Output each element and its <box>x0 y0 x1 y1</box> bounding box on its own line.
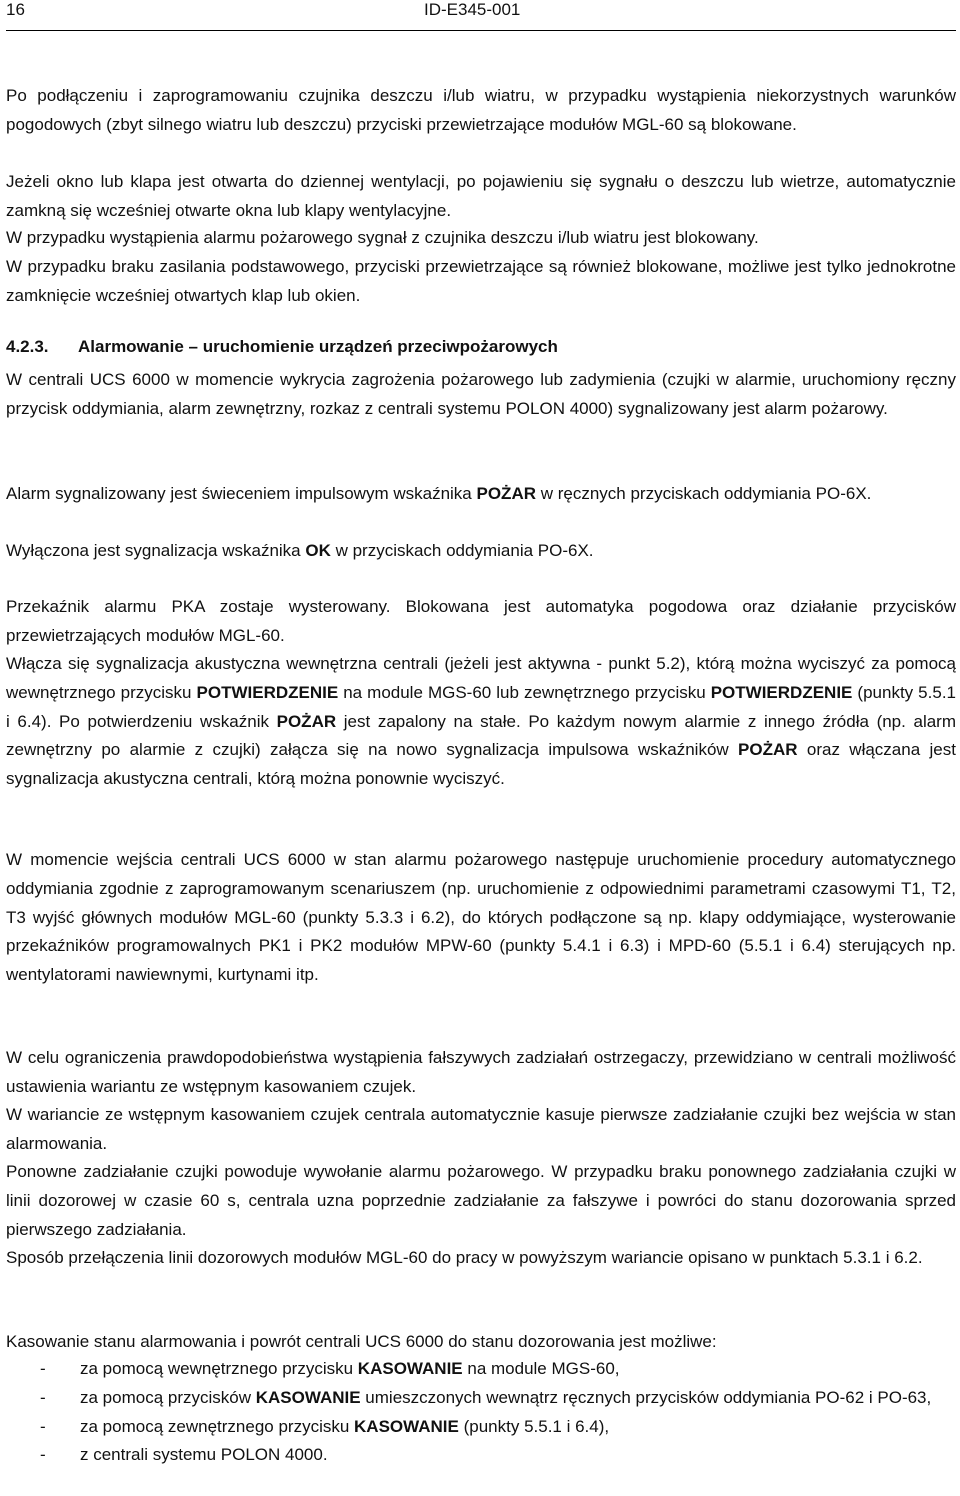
paragraph-smoke-procedure: W momencie wejścia centrali UCS 6000 w stan alarmu pożarowego następuje uruchomienie procedury automatycznego oddymiania zgodnie z zaprogramowanym scenariuszem (np. uruchomienie z odpowiednimi parametrami czasowymi T1, T2, T3 wyjść głównych modułów MGL-60 (punkty 5.3.3 i 6.2), do których podłączone są np. klapy oddymiające, wysterowanie przekaźników programowalnych PK1 i PK2 modułów MPW-60 (punkty 5.4.1 i 6.3) i MPD-60 (5.5.1 i 6.4) sterujących np. wentylatorami nawiewnymi, kurtynami itp. <box>6 850 956 985</box>
paragraph-relay-pka: Przekaźnik alarmu PKA zostaje wysterowany. Blokowana jest automatyka pogodowa oraz działanie przycisków przewietrzających modułów MGL-60. <box>6 597 956 645</box>
list-item: - za pomocą wewnętrznego przycisku KASOWANIE na module MGS-60, <box>40 1359 620 1378</box>
paragraph-alarm-indicator: Alarm sygnalizowany jest świeceniem impulsowym wskaźnika POŻAR w ręcznych przyciskach oddymiania PO-6X. <box>6 484 872 503</box>
paragraph-auto-close: Jeżeli okno lub klapa jest otwarta do dziennej wentylacji, po pojawieniu się sygnału o deszczu lub wietrze, automatycznie zamkną się wcześniej otwarte okna lub klapy wentylacyjne. <box>6 172 956 220</box>
paragraph-false-alarm: W celu ograniczenia prawdopodobieństwa wystąpienia fałszywych zadziałań ostrzegaczy, przewidziano w centrali możliwość ustawienia wariantu ze wstępnym kasowaniem czujek. <box>6 1048 956 1096</box>
paragraph-line-switching: Sposób przełączenia linii dozorowych modułów MGL-60 do pracy w powyższym wariancie opisano w punktach 5.3.1 i 6.2. <box>6 1248 923 1267</box>
reset-methods-list <box>6 1355 956 1470</box>
paragraph-acoustic-signal: Włącza się sygnalizacja akustyczna wewnętrzna centrali (jeżeli jest aktywna - punkt 5.2), którą można wyciszyć za pomocą wewnętrznego przycisku POTWIERDZENIE na module MGS-60 lub zewnętrznego przycisku POTWIERDZENIE (punkty 5.5.1 i 6.4). Po potwierdzeniu wskaźnik POŻAR jest zapalony na stałe. Po każdym nowym alarmie z innego źródła (np. alarm zewnętrzny po alarmie z czujki) załącza się na nowo sygnalizacja impulsowa wskaźników POŻAR oraz włączana jest sygnalizacja akustyczna centrali, którą można ponownie wyciszyć. <box>6 654 957 789</box>
paragraph-power-loss: W przypadku braku zasilania podstawowego, przyciski przewietrzające są również blokowane, możliwe jest tylko jednokrotne zamknięcie wcześniej otwartych klap lub okien. <box>6 257 956 305</box>
section-title: Alarmowanie – uruchomienie urządzeń przeciwpożarowych <box>78 337 558 356</box>
list-item: - za pomocą przycisków KASOWANIE umieszczonych wewnątrz ręcznych przycisków oddymiania PO-62 i PO-63, <box>40 1387 932 1407</box>
paragraph-rain-wind-block: Po podłączeniu i zaprogramowaniu czujnika deszczu i/lub wiatru, w przypadku wystąpienia niekorzystnych warunków pogodowych (zbyt silnego wiatru lub deszczu) przyciski przewietrzające modułów MGL-60 są blokowane. <box>6 86 956 134</box>
paragraph-fire-alarm-block: W przypadku wystąpienia alarmu pożarowego sygnał z czujnika deszczu i/lub wiatru jest blokowany. <box>6 228 759 247</box>
indicator-pozar: POŻAR <box>476 484 536 503</box>
section-heading <box>6 333 558 361</box>
list-item: - z centrali systemu POLON 4000. <box>40 1445 328 1465</box>
paragraph-fire-detection: W centrali UCS 6000 w momencie wykrycia zagrożenia pożarowego lub zadymienia (czujki w alarmie, uruchomiony ręczny przycisk oddymiania, alarm zewnętrzny, rozkaz z centrali systemu POLON 4000) sygnalizowany jest alarm pożarowy. <box>6 370 956 418</box>
paragraph-reset-intro: Kasowanie stanu alarmowania i powrót centrali UCS 6000 do stanu dozorowania jest możliwe: <box>6 1332 717 1351</box>
paragraph-pre-reset: W wariancie ze wstępnym kasowaniem czujek centrala automatycznie kasuje pierwsze zadziałanie czujki bez wejścia w stan alarmowania. <box>6 1105 956 1153</box>
page-number: 16 <box>6 0 25 19</box>
paragraph-repeat-detection: Ponowne zadziałanie czujki powoduje wywołanie alarmu pożarowego. W przypadku braku ponownego zadziałania czujki w linii dozorowej w czasie 60 s, centrala uzna poprzednie zadziałanie za fałszywe i powróci do stanu dozorowania sprzed pierwszego zadziałania. <box>6 1162 956 1239</box>
document-id: ID-E345-001 <box>424 0 521 19</box>
indicator-ok: OK <box>305 541 331 560</box>
page-header <box>6 0 956 31</box>
paragraph-ok-indicator: Wyłączona jest sygnalizacja wskaźnika OK w przyciskach oddymiania PO-6X. <box>6 541 594 560</box>
section-number: 4.2.3. <box>6 337 49 356</box>
list-item: - za pomocą zewnętrznego przycisku KASOWANIE (punkty 5.5.1 i 6.4), <box>40 1416 610 1436</box>
